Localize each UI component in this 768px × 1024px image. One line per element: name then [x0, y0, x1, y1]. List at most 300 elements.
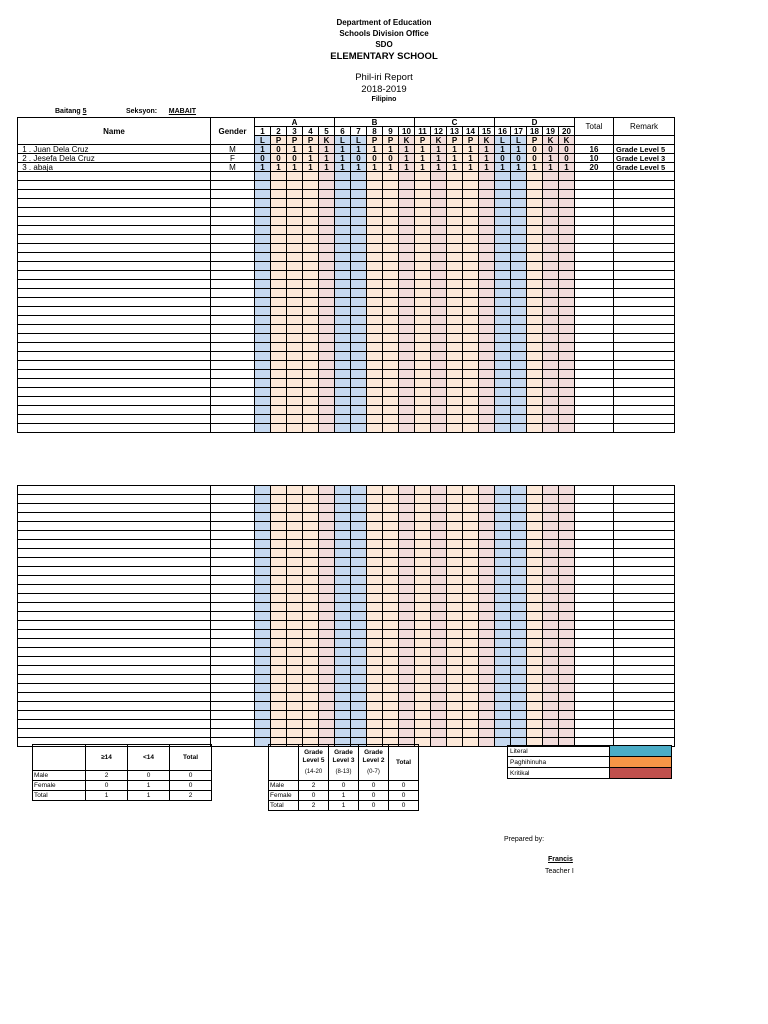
student-name: [18, 522, 211, 531]
score-cell: [431, 172, 447, 181]
score-cell: [303, 612, 319, 621]
student-gender: [211, 594, 255, 603]
summary-cell: 1: [329, 791, 359, 801]
score-cell: [559, 720, 575, 729]
student-total: [575, 406, 614, 415]
score-cell: [559, 406, 575, 415]
score-cell: [399, 630, 415, 639]
score-cell: [287, 397, 303, 406]
student-gender: [211, 280, 255, 289]
score-cell: [415, 298, 431, 307]
empty-row: [18, 711, 675, 720]
score-cell: [399, 379, 415, 388]
score-cell: [527, 612, 543, 621]
score-cell: [367, 576, 383, 585]
score-cell: [559, 415, 575, 424]
score-cell: [303, 415, 319, 424]
student-name: [18, 424, 211, 433]
score-cell: [511, 495, 527, 504]
score-cell: [399, 289, 415, 298]
score-cell: [543, 307, 559, 316]
score-cell: [479, 711, 495, 720]
score-cell: [511, 289, 527, 298]
score-cell: [415, 486, 431, 495]
score-cell: [335, 603, 351, 612]
score-cell: [447, 621, 463, 630]
score-cell: [431, 181, 447, 190]
score-cell: [367, 316, 383, 325]
score-cell: [367, 253, 383, 262]
score-cell: [431, 298, 447, 307]
score-cell: [367, 181, 383, 190]
score-cell: [511, 549, 527, 558]
score-cell: [559, 244, 575, 253]
score-cell: [287, 720, 303, 729]
score-cell: [319, 424, 335, 433]
score-cell: [255, 181, 271, 190]
score-cell: [255, 271, 271, 280]
score-cell: [447, 612, 463, 621]
score-cell: [527, 684, 543, 693]
score-cell: [479, 648, 495, 657]
student-remark: [614, 711, 675, 720]
student-remark: Grade Level 5: [614, 145, 675, 154]
score-cell: [511, 711, 527, 720]
score-cell: [447, 181, 463, 190]
score-cell: [543, 172, 559, 181]
student-total: [575, 675, 614, 684]
score-cell: [271, 361, 287, 370]
score-cell: [543, 558, 559, 567]
score-cell: [287, 217, 303, 226]
score-cell: [287, 406, 303, 415]
empty-row: [18, 702, 675, 711]
grade-label: Baitang: [55, 108, 81, 115]
score-cell: [479, 513, 495, 522]
score-cell: [271, 657, 287, 666]
score-cell: [351, 289, 367, 298]
score-cell: [367, 280, 383, 289]
score-cell: [271, 567, 287, 576]
score-cell: [479, 334, 495, 343]
score-cell: [479, 352, 495, 361]
student-gender: [211, 666, 255, 675]
score-cell: [255, 280, 271, 289]
score-cell: [303, 594, 319, 603]
student-remark: [614, 370, 675, 379]
score-cell: [527, 406, 543, 415]
score-cell: [511, 370, 527, 379]
item-type-header: P: [415, 136, 431, 145]
score-cell: [495, 253, 511, 262]
score-cell: [495, 603, 511, 612]
score-cell: [399, 549, 415, 558]
score-cell: [463, 504, 479, 513]
score-cell: [303, 379, 319, 388]
student-remark: [614, 172, 675, 181]
score-cell: [335, 594, 351, 603]
score-cell: [527, 711, 543, 720]
score-cell: [431, 594, 447, 603]
score-cell: [495, 424, 511, 433]
score-cell: [383, 504, 399, 513]
score-cell: [447, 262, 463, 271]
score-cell: [287, 495, 303, 504]
score-cell: [399, 720, 415, 729]
score-cell: [351, 199, 367, 208]
score-cell: 1: [447, 145, 463, 154]
score-cell: [319, 513, 335, 522]
score-cell: [511, 702, 527, 711]
score-cell: [367, 657, 383, 666]
score-cell: [367, 648, 383, 657]
score-cell: [287, 513, 303, 522]
student-total: [575, 504, 614, 513]
score-cell: [287, 298, 303, 307]
score-cell: [495, 495, 511, 504]
score-cell: [383, 720, 399, 729]
score-cell: [431, 370, 447, 379]
score-cell: [511, 729, 527, 738]
score-cell: [463, 603, 479, 612]
empty-row: [18, 657, 675, 666]
score-cell: [415, 388, 431, 397]
student-total: [575, 172, 614, 181]
score-cell: [335, 199, 351, 208]
score-cell: [527, 540, 543, 549]
score-cell: [399, 298, 415, 307]
score-cell: [495, 235, 511, 244]
student-remark: [614, 217, 675, 226]
gender-header: Gender: [211, 118, 255, 145]
score-cell: [447, 271, 463, 280]
student-name: [18, 181, 211, 190]
score-cell: [287, 343, 303, 352]
score-cell: [383, 675, 399, 684]
score-cell: [255, 235, 271, 244]
score-cell: 1: [367, 163, 383, 172]
student-remark: [614, 630, 675, 639]
score-cell: [319, 316, 335, 325]
student-gender: [211, 576, 255, 585]
score-cell: [383, 298, 399, 307]
student-total: [575, 666, 614, 675]
score-cell: [319, 199, 335, 208]
score-cell: [447, 379, 463, 388]
score-cell: [447, 190, 463, 199]
score-cell: [255, 549, 271, 558]
score-cell: [527, 280, 543, 289]
score-cell: [479, 702, 495, 711]
score-cell: [511, 639, 527, 648]
score-cell: [479, 172, 495, 181]
item-number-header: 13: [447, 127, 463, 136]
empty-row: [18, 693, 675, 702]
score-cell: 1: [479, 154, 495, 163]
score-cell: [335, 549, 351, 558]
score-cell: [479, 621, 495, 630]
score-cell: [303, 639, 319, 648]
score-cell: [303, 352, 319, 361]
score-cell: [287, 531, 303, 540]
score-cell: [351, 522, 367, 531]
score-cell: [543, 576, 559, 585]
score-cell: [495, 379, 511, 388]
score-cell: [559, 630, 575, 639]
student-gender: [211, 172, 255, 181]
score-cell: [495, 684, 511, 693]
section-label: Seksyon:: [126, 108, 158, 115]
score-cell: [319, 172, 335, 181]
student-remark: [614, 585, 675, 594]
score-cell: [431, 388, 447, 397]
score-cell: 1: [495, 145, 511, 154]
empty-row: [18, 549, 675, 558]
school-year: 2018-2019: [361, 84, 407, 95]
score-cell: [415, 406, 431, 415]
student-remark: [614, 325, 675, 334]
score-cell: [303, 343, 319, 352]
summary-row-label: Total: [269, 801, 299, 811]
score-cell: [399, 244, 415, 253]
item-number-header: 5: [319, 127, 335, 136]
score-cell: [495, 504, 511, 513]
score-cell: [543, 316, 559, 325]
score-cell: [255, 307, 271, 316]
score-cell: [367, 594, 383, 603]
score-cell: [527, 504, 543, 513]
score-cell: [559, 540, 575, 549]
score-cell: [447, 370, 463, 379]
score-cell: [351, 253, 367, 262]
score-cell: [527, 513, 543, 522]
score-cell: [495, 486, 511, 495]
score-cell: [527, 486, 543, 495]
score-cell: [447, 298, 463, 307]
score-cell: [511, 406, 527, 415]
student-number: 2: [22, 153, 27, 163]
score-cell: 1: [527, 163, 543, 172]
score-cell: 0: [383, 154, 399, 163]
score-cell: [399, 190, 415, 199]
legend-swatch: [610, 768, 672, 779]
score-cell: [463, 630, 479, 639]
student-gender: [211, 720, 255, 729]
score-cell: [479, 531, 495, 540]
student-remark: [614, 334, 675, 343]
score-cell: [255, 585, 271, 594]
score-cell: [431, 738, 447, 747]
student-remark: [614, 262, 675, 271]
school-title: ELEMENTARY SCHOOL: [330, 51, 438, 62]
score-cell: [383, 657, 399, 666]
score-cell: [511, 648, 527, 657]
score-cell: [511, 217, 527, 226]
score-cell: [399, 666, 415, 675]
student-total: [575, 271, 614, 280]
score-cell: [463, 531, 479, 540]
score-cell: [463, 666, 479, 675]
student-total: [575, 235, 614, 244]
score-cell: [463, 693, 479, 702]
summary-cell: 0: [128, 771, 170, 781]
score-cell: 0: [527, 145, 543, 154]
score-cell: [511, 504, 527, 513]
score-cell: [463, 343, 479, 352]
score-cell: [319, 711, 335, 720]
score-cell: [319, 280, 335, 289]
score-cell: [367, 531, 383, 540]
empty-row: [18, 406, 675, 415]
score-cell: [335, 576, 351, 585]
score-cell: [495, 522, 511, 531]
score-cell: [543, 693, 559, 702]
score-cell: [415, 253, 431, 262]
score-cell: [319, 504, 335, 513]
summary-cell: 0: [359, 791, 389, 801]
score-cell: [383, 217, 399, 226]
item-type-header: L: [335, 136, 351, 145]
student-total: [575, 217, 614, 226]
score-cell: [383, 415, 399, 424]
score-cell: [287, 199, 303, 208]
student-total: [575, 397, 614, 406]
score-cell: [367, 208, 383, 217]
score-cell: [559, 325, 575, 334]
group-header: D: [495, 118, 575, 127]
student-remark: [614, 289, 675, 298]
student-total: [575, 495, 614, 504]
score-cell: [351, 666, 367, 675]
student-remark: [614, 594, 675, 603]
score-cell: [543, 603, 559, 612]
score-cell: [479, 289, 495, 298]
score-cell: [447, 172, 463, 181]
student-name: [18, 540, 211, 549]
score-cell: [479, 406, 495, 415]
score-cell: [463, 325, 479, 334]
student-total: [575, 190, 614, 199]
summary-row-label: Female: [269, 791, 299, 801]
score-cell: [511, 271, 527, 280]
score-cell: [511, 666, 527, 675]
empty-row: [18, 684, 675, 693]
student-remark: [614, 271, 675, 280]
score-cell: [255, 657, 271, 666]
score-cell: [511, 280, 527, 289]
student-remark: [614, 603, 675, 612]
score-cell: [399, 388, 415, 397]
student-name: [18, 693, 211, 702]
score-cell: [527, 343, 543, 352]
score-cell: [479, 603, 495, 612]
score-cell: [511, 567, 527, 576]
score-cell: [287, 361, 303, 370]
score-cell: [415, 639, 431, 648]
score-cell: [543, 594, 559, 603]
score-cell: [543, 280, 559, 289]
score-cell: [367, 334, 383, 343]
item-type-header: P: [527, 136, 543, 145]
score-cell: [335, 181, 351, 190]
score-cell: [287, 235, 303, 244]
score-cell: [303, 684, 319, 693]
score-cell: [271, 199, 287, 208]
score-cell: [415, 235, 431, 244]
score-cell: [319, 693, 335, 702]
score-cell: 1: [543, 163, 559, 172]
empty-row: [18, 262, 675, 271]
student-total: [575, 253, 614, 262]
score-cell: [543, 531, 559, 540]
score-cell: [447, 504, 463, 513]
score-cell: [383, 495, 399, 504]
score-cell: [415, 361, 431, 370]
score-cell: [559, 343, 575, 352]
score-cell: [559, 262, 575, 271]
score-cell: [351, 388, 367, 397]
score-cell: [287, 729, 303, 738]
legend-label: Paghihinuha: [508, 757, 610, 768]
score-cell: [559, 397, 575, 406]
student-remark: [614, 343, 675, 352]
summary-cell: 0: [359, 801, 389, 811]
student-name: [18, 217, 211, 226]
score-cell: [367, 675, 383, 684]
student-name: [18, 226, 211, 235]
empty-row: [18, 208, 675, 217]
score-cell: [335, 415, 351, 424]
student-total: [575, 576, 614, 585]
score-cell: [351, 603, 367, 612]
student-gender: [211, 513, 255, 522]
item-type-header: P: [447, 136, 463, 145]
score-cell: [527, 397, 543, 406]
score-cell: [303, 630, 319, 639]
score-cell: [447, 208, 463, 217]
score-cell: [351, 486, 367, 495]
student-name-text: . abaja: [28, 162, 53, 172]
score-cell: [255, 522, 271, 531]
student-total: [575, 352, 614, 361]
score-cell: [479, 504, 495, 513]
score-cell: [511, 172, 527, 181]
legend-label: Literal: [508, 746, 610, 757]
score-cell: [335, 217, 351, 226]
empty-row: [18, 280, 675, 289]
score-cell: 1: [367, 145, 383, 154]
score-cell: [335, 262, 351, 271]
score-cell: [271, 208, 287, 217]
score-cell: [463, 397, 479, 406]
score-cell: [303, 495, 319, 504]
score-cell: [351, 235, 367, 244]
score-cell: [527, 415, 543, 424]
score-cell: [399, 675, 415, 684]
score-cell: [287, 612, 303, 621]
score-cell: [303, 280, 319, 289]
score-cell: [431, 639, 447, 648]
student-gender: [211, 190, 255, 199]
score-cell: [351, 190, 367, 199]
score-cell: 1: [335, 145, 351, 154]
student-gender: [211, 424, 255, 433]
student-total: [575, 334, 614, 343]
score-cell: [511, 630, 527, 639]
empty-row: [18, 720, 675, 729]
score-cell: [495, 334, 511, 343]
score-cell: [415, 693, 431, 702]
